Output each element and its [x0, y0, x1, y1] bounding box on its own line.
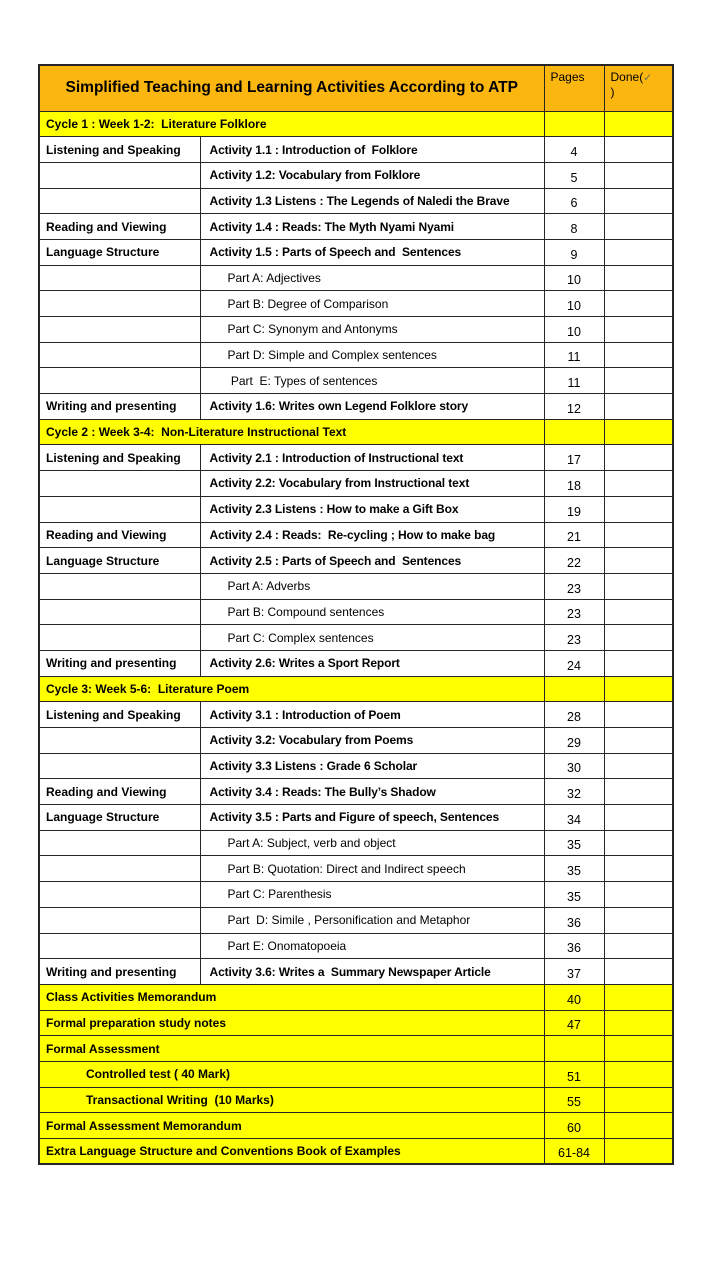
- pages-cell: 37: [544, 959, 604, 985]
- category-cell: Reading and Viewing: [39, 214, 200, 240]
- pages-cell: 30: [544, 753, 604, 779]
- done-cell: [604, 933, 673, 959]
- done-cell: [604, 856, 673, 882]
- pages-cell: 4: [544, 137, 604, 163]
- pages-cell: [544, 419, 604, 445]
- table-row: [39, 907, 673, 933]
- done-cell: [604, 214, 673, 240]
- done-cell: [604, 1036, 673, 1062]
- pages-column-header: Pages: [544, 65, 604, 111]
- activity-cell: Activity 1.1 : Introduction of Folklore: [200, 137, 544, 163]
- done-cell: [604, 625, 673, 651]
- category-cell: [39, 728, 200, 754]
- category-cell: [39, 265, 200, 291]
- done-label-suffix: ): [610, 84, 615, 99]
- footer-label: Formal Assessment: [39, 1036, 544, 1062]
- table-title: Simplified Teaching and Learning Activities According to ATP: [39, 65, 544, 111]
- done-column-header: [604, 65, 673, 111]
- activity-cell: Activity 3.3 Listens : Grade 6 Scholar: [200, 753, 544, 779]
- activity-cell: Activity 2.4 : Reads: Re-cycling ; How to make bag: [200, 522, 544, 548]
- pages-cell: 23: [544, 599, 604, 625]
- pages-cell: 5: [544, 162, 604, 188]
- activity-cell: Activity 2.5 : Parts of Speech and Sentences: [200, 548, 544, 574]
- pages-cell: 40: [544, 984, 604, 1010]
- pages-cell: 10: [544, 265, 604, 291]
- pages-cell: 10: [544, 291, 604, 317]
- done-cell: [604, 830, 673, 856]
- part-cell: Part B: Compound sentences: [200, 599, 544, 625]
- done-cell: [604, 496, 673, 522]
- pages-cell: 36: [544, 907, 604, 933]
- category-cell: [39, 496, 200, 522]
- table-row: [39, 188, 673, 214]
- done-cell: [604, 239, 673, 265]
- done-cell: [604, 1113, 673, 1139]
- footer-row: [39, 1139, 673, 1165]
- done-cell: [604, 1061, 673, 1087]
- category-cell: [39, 753, 200, 779]
- part-cell: Part D: Simile , Personification and Metaphor: [200, 907, 544, 933]
- section-row: [39, 419, 673, 445]
- check-icon: ✓: [643, 72, 652, 84]
- pages-cell: [544, 111, 604, 137]
- table-row: [39, 317, 673, 343]
- done-cell: [604, 1087, 673, 1113]
- activity-cell: Activity 3.5 : Parts and Figure of speech, Sentences: [200, 805, 544, 831]
- pages-cell: 23: [544, 625, 604, 651]
- category-cell: [39, 625, 200, 651]
- part-cell: Part A: Adjectives: [200, 265, 544, 291]
- pages-cell: 8: [544, 214, 604, 240]
- pages-cell: 11: [544, 368, 604, 394]
- table-row: [39, 214, 673, 240]
- table-row: [39, 830, 673, 856]
- table-row: [39, 368, 673, 394]
- activity-cell: Activity 2.3 Listens : How to make a Gift Box: [200, 496, 544, 522]
- category-cell: Language Structure: [39, 805, 200, 831]
- footer-row: [39, 1061, 673, 1087]
- pages-cell: 18: [544, 471, 604, 497]
- table-row: [39, 522, 673, 548]
- pages-cell: 17: [544, 445, 604, 471]
- done-cell: [604, 805, 673, 831]
- footer-row: [39, 984, 673, 1010]
- table-row: [39, 573, 673, 599]
- done-cell: [604, 779, 673, 805]
- done-cell: [604, 728, 673, 754]
- category-cell: [39, 162, 200, 188]
- activity-cell: Activity 1.6: Writes own Legend Folklore story: [200, 394, 544, 420]
- table-row: [39, 728, 673, 754]
- pages-cell: 28: [544, 702, 604, 728]
- activity-cell: Activity 1.2: Vocabulary from Folklore: [200, 162, 544, 188]
- part-cell: Part C: Synonym and Antonyms: [200, 317, 544, 343]
- section-label: Cycle 3: Week 5-6: Literature Poem: [39, 676, 544, 702]
- table-row: [39, 933, 673, 959]
- category-cell: [39, 291, 200, 317]
- category-cell: [39, 342, 200, 368]
- part-cell: Part E: Onomatopoeia: [200, 933, 544, 959]
- category-cell: [39, 830, 200, 856]
- done-cell: [604, 882, 673, 908]
- done-cell: [604, 419, 673, 445]
- pages-cell: 35: [544, 830, 604, 856]
- pages-cell: 32: [544, 779, 604, 805]
- pages-cell: 21: [544, 522, 604, 548]
- table-row: [39, 882, 673, 908]
- footer-label: Class Activities Memorandum: [39, 984, 544, 1010]
- table-row: [39, 265, 673, 291]
- part-cell: Part C: Complex sentences: [200, 625, 544, 651]
- activity-cell: Activity 3.2: Vocabulary from Poems: [200, 728, 544, 754]
- footer-label: Formal preparation study notes: [39, 1010, 544, 1036]
- footer-label: Formal Assessment Memorandum: [39, 1113, 544, 1139]
- done-cell: [604, 445, 673, 471]
- pages-cell: 9: [544, 239, 604, 265]
- activity-cell: Activity 2.6: Writes a Sport Report: [200, 650, 544, 676]
- table-row: [39, 650, 673, 676]
- table-row: [39, 496, 673, 522]
- table-row: [39, 753, 673, 779]
- category-cell: [39, 933, 200, 959]
- footer-label: Transactional Writing (10 Marks): [39, 1087, 544, 1113]
- category-cell: [39, 856, 200, 882]
- done-cell: [604, 959, 673, 985]
- footer-row: [39, 1010, 673, 1036]
- category-cell: Writing and presenting: [39, 650, 200, 676]
- pages-cell: 22: [544, 548, 604, 574]
- pages-cell: 36: [544, 933, 604, 959]
- activity-cell: Activity 3.1 : Introduction of Poem: [200, 702, 544, 728]
- activity-cell: Activity 3.4 : Reads: The Bully’s Shadow: [200, 779, 544, 805]
- footer-row: [39, 1113, 673, 1139]
- pages-cell: 61-84: [544, 1139, 604, 1165]
- pages-cell: [544, 676, 604, 702]
- pages-cell: 29: [544, 728, 604, 754]
- table-row: [39, 137, 673, 163]
- category-cell: Writing and presenting: [39, 959, 200, 985]
- part-cell: Part D: Simple and Complex sentences: [200, 342, 544, 368]
- section-label: Cycle 2 : Week 3-4: Non-Literature Instructional Text: [39, 419, 544, 445]
- pages-cell: 35: [544, 882, 604, 908]
- footer-label: Extra Language Structure and Conventions Book of Examples: [39, 1139, 544, 1165]
- activity-cell: Activity 1.5 : Parts of Speech and Sentences: [200, 239, 544, 265]
- category-cell: [39, 882, 200, 908]
- part-cell: Part C: Parenthesis: [200, 882, 544, 908]
- footer-label: Controlled test ( 40 Mark): [39, 1061, 544, 1087]
- category-cell: Language Structure: [39, 239, 200, 265]
- pages-cell: 23: [544, 573, 604, 599]
- pages-cell: 6: [544, 188, 604, 214]
- table-row: [39, 805, 673, 831]
- done-cell: [604, 984, 673, 1010]
- section-row: [39, 676, 673, 702]
- part-cell: Part E: Types of sentences: [200, 368, 544, 394]
- done-cell: [604, 650, 673, 676]
- pages-cell: 34: [544, 805, 604, 831]
- category-cell: [39, 471, 200, 497]
- pages-cell: 24: [544, 650, 604, 676]
- atp-activities-table: [38, 64, 674, 1165]
- section-label: Cycle 1 : Week 1-2: Literature Folklore: [39, 111, 544, 137]
- table-row: [39, 856, 673, 882]
- pages-cell: 19: [544, 496, 604, 522]
- table-row: [39, 162, 673, 188]
- done-label: Done(✓: [610, 70, 652, 84]
- pages-cell: 10: [544, 317, 604, 343]
- category-cell: [39, 368, 200, 394]
- activity-cell: Activity 2.2: Vocabulary from Instructional text: [200, 471, 544, 497]
- table-row: [39, 239, 673, 265]
- done-cell: [604, 702, 673, 728]
- done-cell: [604, 291, 673, 317]
- category-cell: Language Structure: [39, 548, 200, 574]
- done-cell: [604, 753, 673, 779]
- table-row: [39, 394, 673, 420]
- done-cell: [604, 317, 673, 343]
- pages-cell: 51: [544, 1061, 604, 1087]
- category-cell: Listening and Speaking: [39, 702, 200, 728]
- category-cell: [39, 188, 200, 214]
- done-cell: [604, 676, 673, 702]
- pages-cell: 35: [544, 856, 604, 882]
- table-row: [39, 548, 673, 574]
- done-cell: [604, 522, 673, 548]
- done-cell: [604, 368, 673, 394]
- table-row: [39, 625, 673, 651]
- category-cell: Writing and presenting: [39, 394, 200, 420]
- table-row: [39, 702, 673, 728]
- category-cell: [39, 573, 200, 599]
- footer-row: [39, 1087, 673, 1113]
- activity-cell: Activity 3.6: Writes a Summary Newspaper Article: [200, 959, 544, 985]
- part-cell: Part A: Adverbs: [200, 573, 544, 599]
- category-cell: Listening and Speaking: [39, 445, 200, 471]
- footer-row: [39, 1036, 673, 1062]
- category-cell: [39, 317, 200, 343]
- table-row: [39, 342, 673, 368]
- category-cell: Reading and Viewing: [39, 779, 200, 805]
- done-cell: [604, 1139, 673, 1165]
- category-cell: Listening and Speaking: [39, 137, 200, 163]
- table-row: [39, 959, 673, 985]
- table-row: [39, 291, 673, 317]
- table-row: [39, 599, 673, 625]
- done-cell: [604, 265, 673, 291]
- done-cell: [604, 342, 673, 368]
- part-cell: Part A: Subject, verb and object: [200, 830, 544, 856]
- activity-cell: Activity 2.1 : Introduction of Instructional text: [200, 445, 544, 471]
- category-cell: Reading and Viewing: [39, 522, 200, 548]
- pages-cell: [544, 1036, 604, 1062]
- pages-cell: 55: [544, 1087, 604, 1113]
- header-row: [39, 65, 673, 111]
- activity-cell: Activity 1.4 : Reads: The Myth Nyami Nyami: [200, 214, 544, 240]
- done-cell: [604, 573, 673, 599]
- table-row: [39, 779, 673, 805]
- done-cell: [604, 907, 673, 933]
- done-cell: [604, 111, 673, 137]
- category-cell: [39, 599, 200, 625]
- section-row: [39, 111, 673, 137]
- activity-cell: Activity 1.3 Listens : The Legends of Naledi the Brave: [200, 188, 544, 214]
- done-cell: [604, 137, 673, 163]
- category-cell: [39, 907, 200, 933]
- part-cell: Part B: Quotation: Direct and Indirect speech: [200, 856, 544, 882]
- table-row: [39, 445, 673, 471]
- done-cell: [604, 471, 673, 497]
- done-cell: [604, 162, 673, 188]
- done-cell: [604, 599, 673, 625]
- done-cell: [604, 188, 673, 214]
- pages-cell: 60: [544, 1113, 604, 1139]
- done-cell: [604, 1010, 673, 1036]
- done-cell: [604, 394, 673, 420]
- part-cell: Part B: Degree of Comparison: [200, 291, 544, 317]
- done-cell: [604, 548, 673, 574]
- pages-cell: 47: [544, 1010, 604, 1036]
- pages-cell: 12: [544, 394, 604, 420]
- table-row: [39, 471, 673, 497]
- pages-cell: 11: [544, 342, 604, 368]
